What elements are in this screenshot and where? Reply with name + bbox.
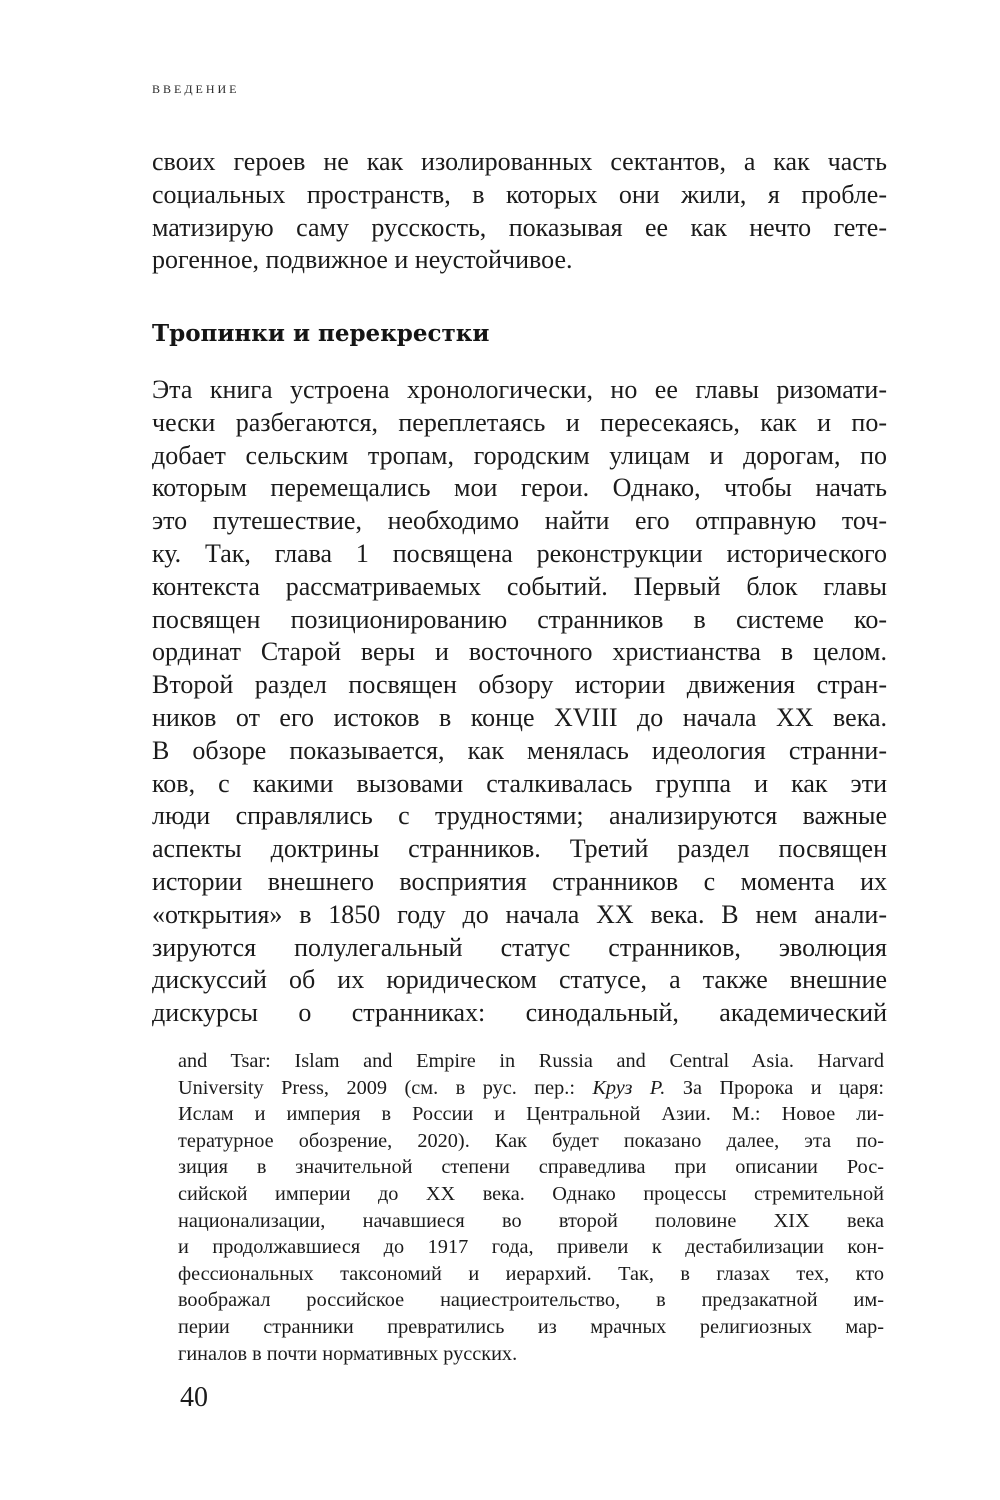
text-line: рогенное, подвижное и неустойчивое. (152, 245, 573, 275)
text-line: ков, с какими вызовами сталкивалась группа и как эти (152, 768, 887, 798)
text-line: матизирую саму русскость, показывая ее как нечто гете- (152, 212, 887, 242)
text-line: своих героев не как изолированных сектантов, а как часть (152, 147, 887, 176)
text-line: зируются полулегальный статус странников, эволюция (152, 932, 887, 962)
footnote-line: и продолжавшиеся до 1917 года, привели к дестабилизации кон- (178, 1236, 884, 1259)
footnote-line (178, 1075, 884, 1102)
footnote-line: тературное обозрение, 2020). Как будет показано далее, эта по- (178, 1129, 884, 1152)
text-line: дискуссий об их юридическом статусе, а также внешние (152, 965, 887, 995)
text-line: контекста рассматриваемых событий. Первый блок главы (152, 571, 887, 601)
footnote-line: and Tsar: Islam and Empire in Russia and Central Asia. Harvard (178, 1050, 884, 1072)
footnote-line: зиция в значительной степени справедлива при описании Рос- (178, 1156, 884, 1179)
footnote-line: сийской империи до XX века. Однако процессы стремительной (178, 1182, 884, 1205)
section-heading: Тропинки и перекрестки (152, 320, 490, 347)
page-number: 40 (180, 1382, 208, 1413)
footnote (178, 1048, 884, 1367)
text-line: дискурсы о странниках: синодальный, академический (152, 998, 887, 1028)
text-line: социальных пространств, в которых они жили, я пробле- (152, 179, 887, 209)
footnote-line: гиналов в почти нормативных русских. (178, 1342, 518, 1365)
footnote-text: University Press, 2009 (см. в рус. пер.: (178, 1076, 593, 1099)
text-line: В обзоре показывается, как менялась идеология странни- (152, 735, 887, 765)
text-line: чески разбегаются, переплетаясь и пересекаясь, как и по- (152, 407, 887, 437)
text-line: Эта книга устроена хронологически, но ее главы ризомати- (152, 375, 887, 404)
text-line: люди справлялись с трудностями; анализируются важные (152, 801, 887, 831)
running-head: ВВЕДЕНИЕ (152, 82, 240, 96)
text-line: которым перемещались мои герои. Однако, чтобы начать (152, 473, 887, 503)
text-line: посвящен позиционированию странников в системе ко- (152, 604, 887, 634)
text-line: аспекты доктрины странников. Третий раздел посвящен (152, 834, 887, 864)
footnote-line: национализации, начавшиеся во второй половине XIX века (178, 1209, 884, 1232)
footnote-line: фессиональных таксономий и иерархий. Так, в глазах тех, кто (178, 1262, 884, 1285)
text-line: это путешествие, необходимо найти его отправную точ- (152, 506, 887, 536)
footnote-line: перии странники превратились из мрачных религиозных мар- (178, 1315, 884, 1338)
text-line: «открытия» в 1850 году до начала XX века. В нем анали- (152, 899, 887, 929)
text-line: ку. Так, глава 1 посвящена реконструкции исторического (152, 538, 887, 568)
footnote-text: За Пророка и царя: (665, 1076, 885, 1099)
text-line: ординат Старой веры и восточного христианства в целом. (152, 637, 887, 667)
text-line: Второй раздел посвящен обзору истории движения стран- (152, 670, 887, 700)
text-line: истории внешнего восприятия странников с момента их (152, 866, 887, 896)
text-line: ников от его истоков в конце XVIII до начала XX века. (152, 702, 887, 732)
paragraph-continued (152, 146, 887, 277)
footnote-line: воображал российское нациестроительство, в предзакатной им- (178, 1289, 884, 1312)
footnote-line: Ислам и империя в России и Центральной Азии. М.: Новое ли- (178, 1103, 884, 1126)
text-line: добает сельским тропам, городским улицам и дорогам, по (152, 440, 887, 470)
paragraph-main (152, 374, 887, 1030)
footnote-author-italic: Круз Р. (592, 1076, 666, 1099)
